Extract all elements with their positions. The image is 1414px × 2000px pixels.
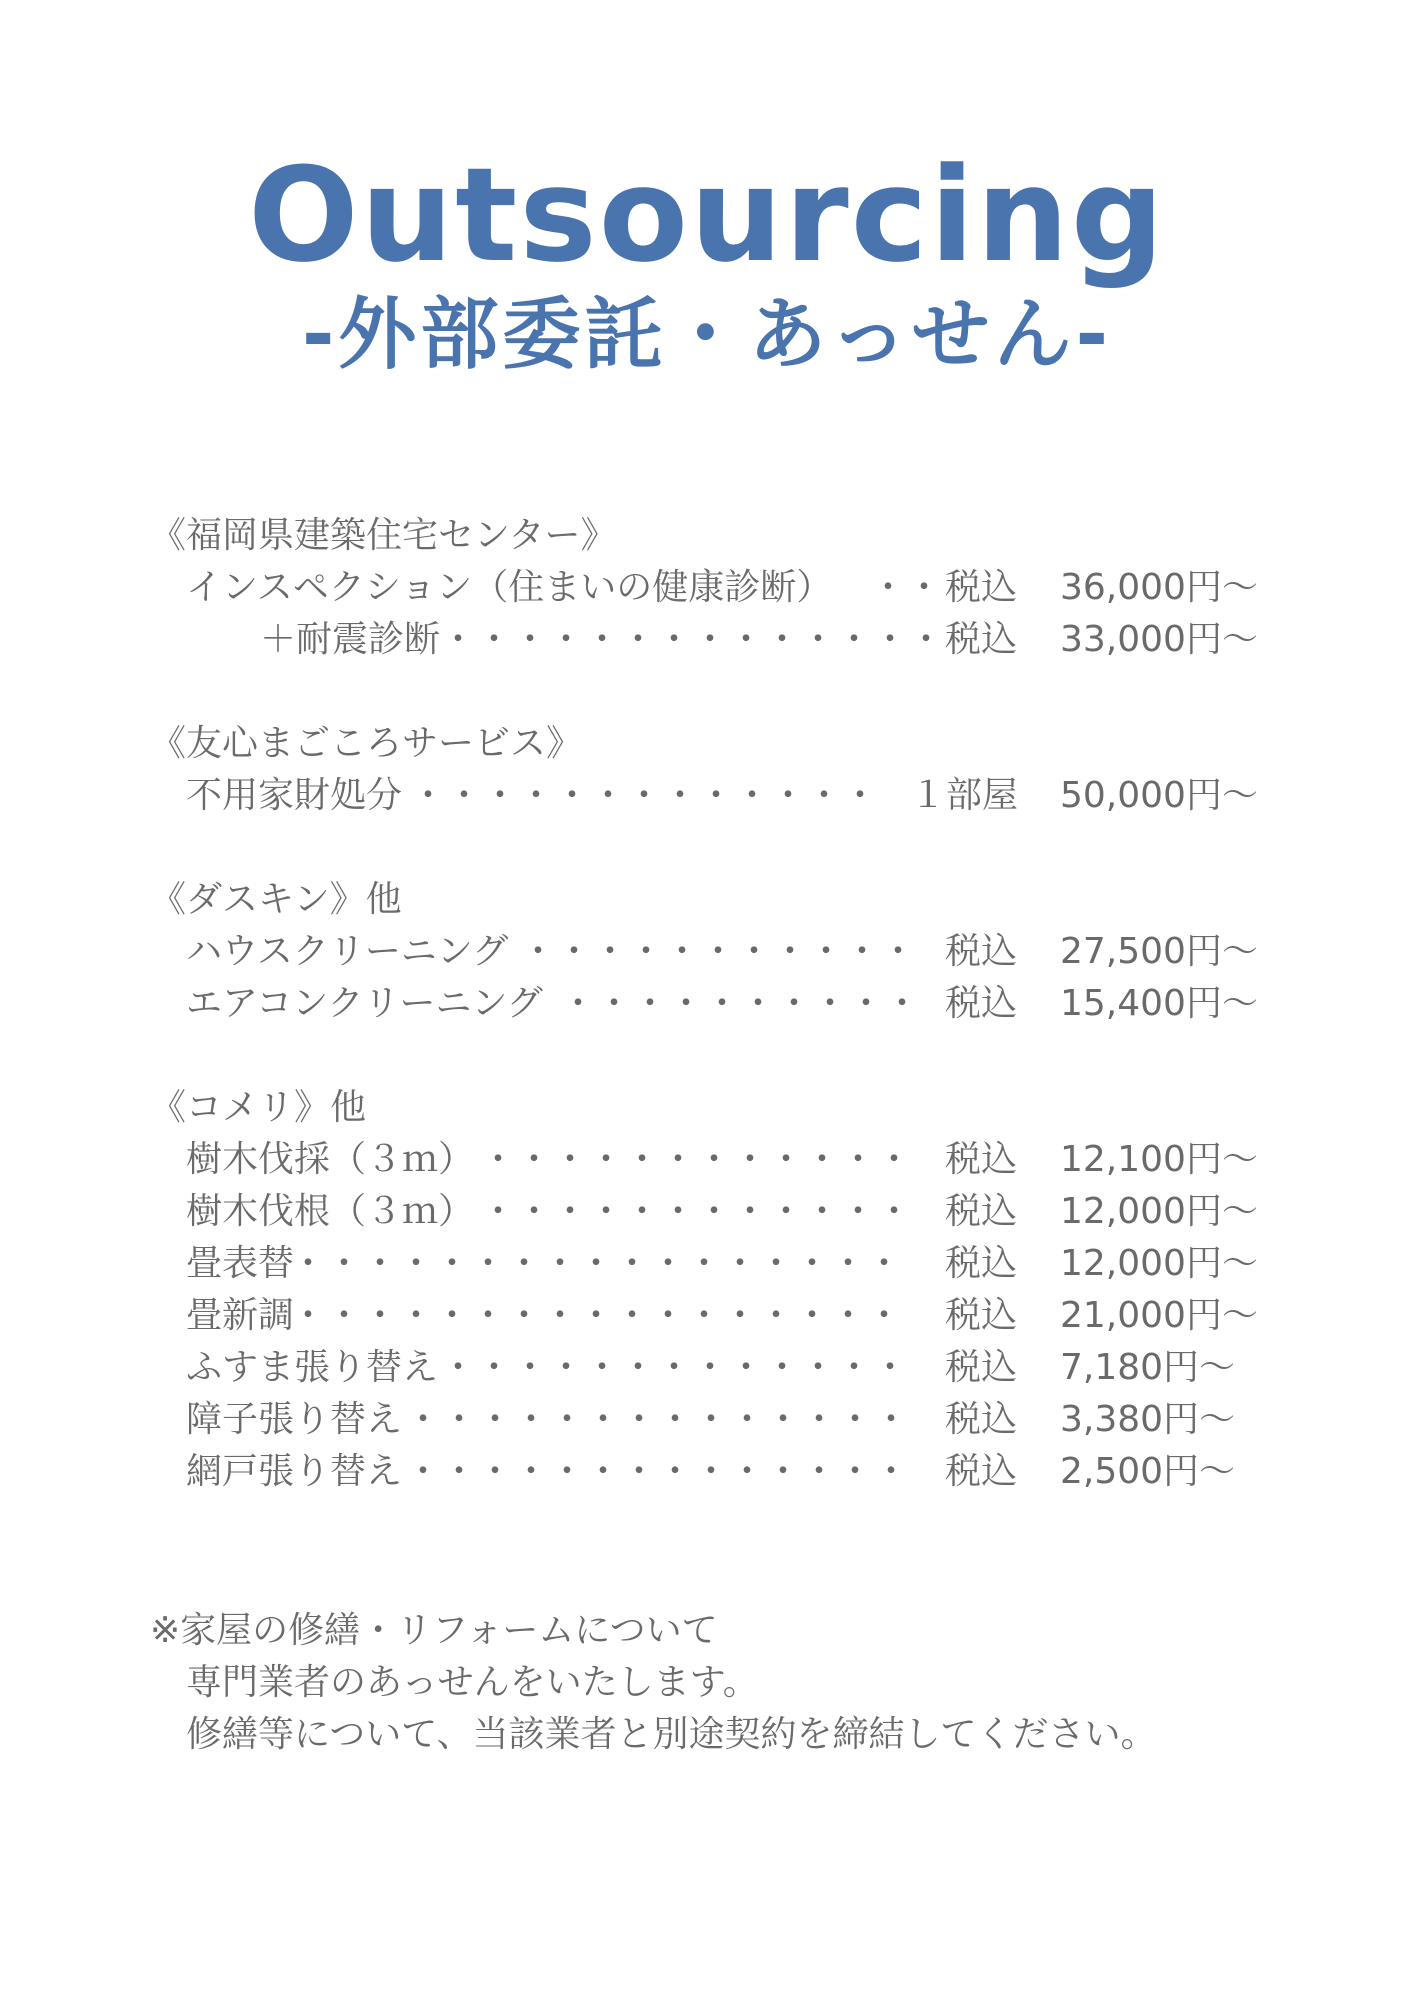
- section-komeri: [150, 1082, 1270, 1498]
- note-line: 専門業者のあっせんをいたします。: [186, 1662, 759, 1703]
- price-unit: 税込: [945, 983, 1018, 1024]
- price-row: [150, 1446, 1270, 1498]
- service-name: 障子張り替え: [186, 1399, 403, 1440]
- price-row: [150, 1342, 1270, 1394]
- price-row: [150, 1290, 1270, 1342]
- section-heading: 《福岡県建築住宅センター》: [150, 515, 617, 556]
- leader-dots: ・・・・・・・・・・・・: [480, 1139, 913, 1180]
- price-row: [150, 614, 1270, 666]
- service-name: ふすま張り替え: [186, 1347, 439, 1388]
- price-value: 12,000円〜: [1060, 1191, 1258, 1232]
- leader-dots: ・・・・・・・・・・・・: [480, 1191, 913, 1232]
- price-unit: １部屋: [910, 775, 1019, 816]
- price-row: [150, 1238, 1270, 1290]
- leader-dots: ・・・・・・・・・・・・・・: [405, 1451, 910, 1492]
- price-value: 12,000円〜: [1060, 1243, 1258, 1284]
- price-unit: 税込: [945, 931, 1018, 972]
- price-value: 2,500円〜: [1060, 1451, 1236, 1492]
- service-name: 不用家財処分: [186, 775, 403, 816]
- section-yushin-magokoro: [150, 718, 1270, 822]
- leader-dots: ・・・・・・・・・・・・・・: [405, 1399, 910, 1440]
- price-value: 50,000円〜: [1060, 775, 1258, 816]
- price-unit: 税込: [945, 1451, 1018, 1492]
- section-heading: 《ダスキン》他: [150, 879, 402, 920]
- price-unit: 税込: [945, 619, 1018, 660]
- section-fukuoka-housing-center: [150, 510, 1270, 666]
- price-row: [150, 770, 1270, 822]
- price-row: [150, 926, 1270, 978]
- leader-dots: ・・・・・・・・・・・・・: [410, 775, 879, 816]
- leader-dots: ・・: [870, 567, 943, 608]
- leader-dots: ・・・・・・・・・・・・・・: [440, 619, 945, 660]
- price-value: 36,000円〜: [1060, 567, 1258, 608]
- note-block: [150, 1605, 1270, 1761]
- price-value: 27,500円〜: [1060, 931, 1258, 972]
- price-value: 7,180円〜: [1060, 1347, 1236, 1388]
- price-unit: 税込: [945, 1243, 1018, 1284]
- service-name: 畳新調: [186, 1295, 295, 1336]
- service-name: エアコンクリーニング: [186, 983, 543, 1024]
- price-unit: 税込: [945, 1191, 1018, 1232]
- service-name: ハウスクリーニング: [186, 931, 509, 972]
- price-value: 12,100円〜: [1060, 1139, 1258, 1180]
- price-unit: 税込: [945, 1399, 1018, 1440]
- price-row: [150, 978, 1270, 1030]
- price-row: [150, 1134, 1270, 1186]
- price-value: 3,380円〜: [1060, 1399, 1236, 1440]
- leader-dots: ・・・・・・・・・・・・・: [440, 1347, 909, 1388]
- section-duskin: [150, 874, 1270, 1030]
- note-line: 修繕等について、当該業者と別途契約を締結してください。: [186, 1714, 1157, 1755]
- price-value: 33,000円〜: [1060, 619, 1258, 660]
- section-heading: 《コメリ》他: [150, 1087, 367, 1128]
- section-heading: 《友心まごころサービス》: [150, 723, 583, 764]
- page-subtitle: -外部委託・あっせん-: [302, 290, 1112, 380]
- note-line: ※家屋の修繕・リフォームについて: [150, 1610, 718, 1651]
- price-value: 15,400円〜: [1060, 983, 1258, 1024]
- price-row: [150, 1186, 1270, 1238]
- price-unit: 税込: [945, 1139, 1018, 1180]
- price-value: 21,000円〜: [1060, 1295, 1258, 1336]
- price-row: [150, 1394, 1270, 1446]
- service-name: ＋耐震診断: [260, 619, 441, 660]
- price-unit: 税込: [945, 1347, 1018, 1388]
- leader-dots: ・・・・・・・・・・・・・・・・・: [290, 1243, 903, 1284]
- service-name: 樹木伐根（３ｍ）: [186, 1191, 475, 1232]
- leader-dots: ・・・・・・・・・・: [560, 983, 921, 1024]
- leader-dots: ・・・・・・・・・・・・・・・・・: [290, 1295, 903, 1336]
- price-unit: 税込: [945, 567, 1018, 608]
- price-row: [150, 562, 1270, 614]
- service-name: 畳表替: [186, 1243, 295, 1284]
- service-name: 網戸張り替え: [186, 1451, 403, 1492]
- price-unit: 税込: [945, 1295, 1018, 1336]
- leader-dots: ・・・・・・・・・・・: [520, 931, 917, 972]
- service-name: インスペクション（住まいの健康診断）: [186, 567, 833, 608]
- page-title: Outsourcing: [248, 139, 1166, 291]
- service-name: 樹木伐採（３ｍ）: [186, 1139, 475, 1180]
